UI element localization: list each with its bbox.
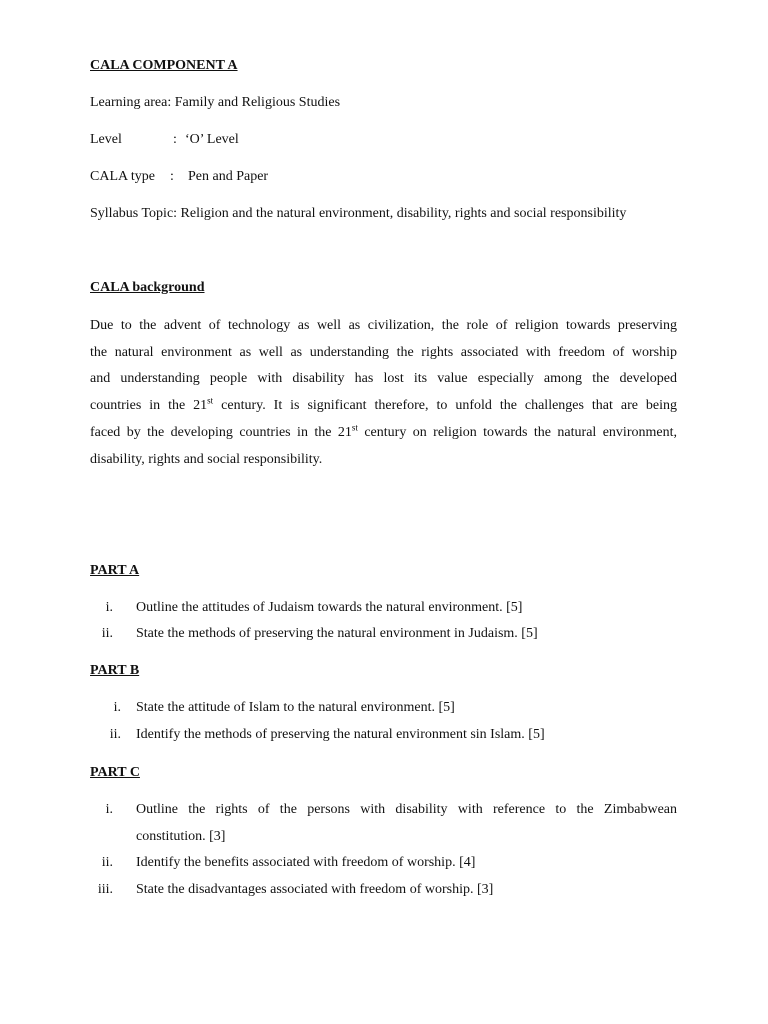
background-line: [90, 397, 677, 415]
question-text: Identify the methods of preserving the natural environment sin Islam. [5]: [136, 727, 545, 742]
level-label: Level: [90, 132, 122, 147]
question-number: ii.: [109, 727, 121, 742]
syllabus-value: Religion and the natural environment, disability, rights and social responsibility: [180, 206, 627, 221]
learning-area-row: [90, 94, 340, 112]
syllabus-label: Syllabus Topic:: [90, 206, 178, 221]
background-line: disability, rights and social responsibility.: [90, 452, 323, 467]
level-row: [90, 131, 239, 149]
background-text: century on religion towards the natural environment,: [357, 425, 677, 440]
background-heading: CALA background: [90, 280, 205, 295]
part-c-heading: PART C: [90, 765, 140, 780]
question-text: State the attitude of Islam to the natural environment. [5]: [136, 700, 455, 715]
page-title: CALA COMPONENT A: [90, 58, 238, 73]
background-text: faced by the developing countries in the 21: [90, 425, 352, 440]
background-line: Due to the advent of technology as well as civilization, the role of religion towards preserving: [90, 318, 677, 333]
question-text: Identify the benefits associated with freedom of worship. [4]: [136, 855, 476, 870]
question-number: i.: [113, 700, 121, 715]
question-text: Outline the attitudes of Judaism towards the natural environment. [5]: [136, 600, 523, 615]
question-text-continued: constitution. [3]: [136, 829, 226, 844]
background-text: countries in the 21: [90, 398, 208, 413]
learning-area-label: Learning area:: [90, 95, 172, 110]
question-text: Outline the rights of the persons with disability with reference to the Zimbabwean: [136, 802, 677, 817]
cala-type-separator: :: [170, 169, 174, 184]
question-number: i.: [105, 802, 113, 817]
level-separator: :: [173, 132, 177, 147]
background-line: and understanding people with disability has lost its value especially among the developed: [90, 371, 677, 386]
question-number: ii.: [101, 855, 113, 870]
background-line: the natural environment as well as understanding the rights associated with freedom of worship: [90, 345, 677, 360]
background-line: [90, 424, 677, 442]
question-text: State the methods of preserving the natural environment in Judaism. [5]: [136, 626, 538, 641]
level-value: ‘O’ Level: [185, 132, 239, 147]
superscript: st: [351, 422, 358, 433]
question-number: iii.: [97, 882, 113, 897]
cala-type-value: Pen and Paper: [188, 169, 269, 184]
question-number: ii.: [101, 626, 113, 641]
part-b-heading: PART B: [90, 663, 140, 678]
superscript: st: [207, 395, 214, 406]
learning-area-value: Family and Religious Studies: [174, 95, 341, 110]
cala-type-row: [90, 168, 268, 186]
question-text: State the disadvantages associated with freedom of worship. [3]: [136, 882, 494, 897]
part-a-heading: PART A: [90, 563, 140, 578]
question-number: i.: [105, 600, 113, 615]
cala-type-label: CALA type: [90, 169, 155, 184]
syllabus-row: [90, 205, 626, 223]
background-text: century. It is significant therefore, to unfold the challenges that are being: [213, 398, 678, 413]
